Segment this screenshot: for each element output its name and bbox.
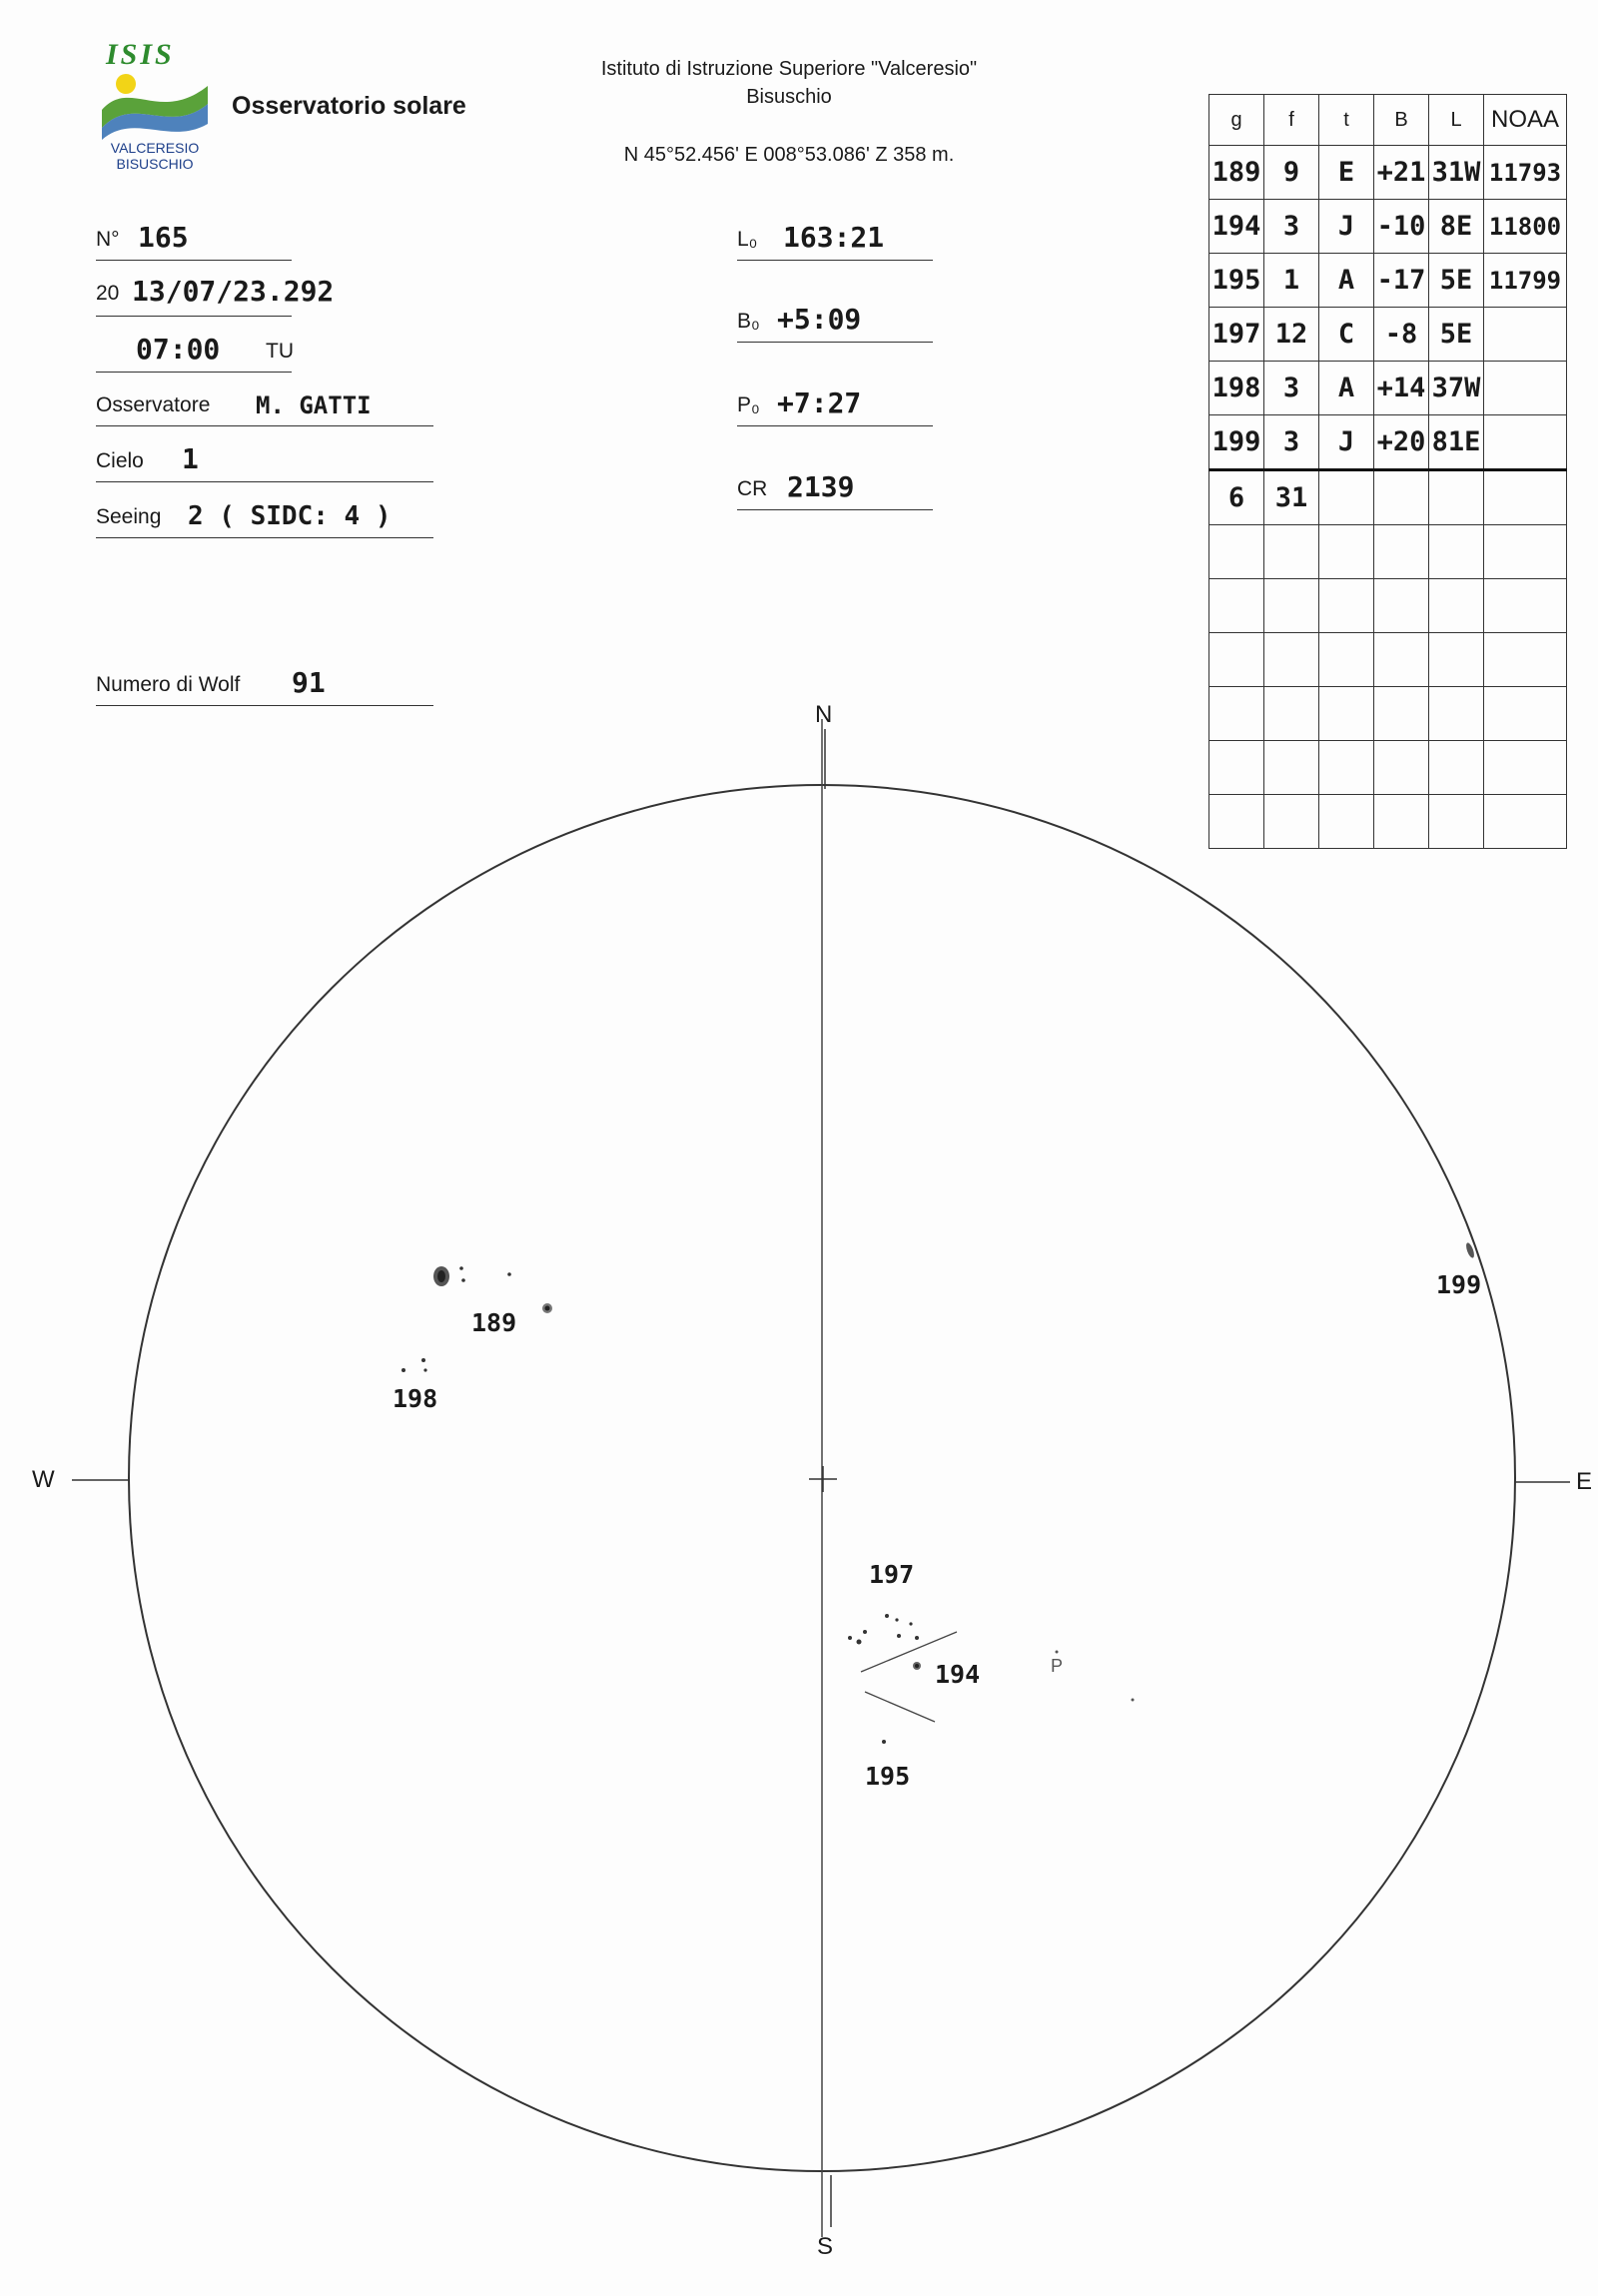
institute-town: Bisuschio <box>746 86 832 108</box>
table-cell: 197 <box>1209 308 1264 362</box>
carrington-rotation-label: CR <box>737 477 768 500</box>
table-cell: J <box>1319 415 1374 470</box>
sky-value: 1 <box>182 442 199 475</box>
table-cell: 37W <box>1429 362 1484 415</box>
b0-label: B₀ <box>737 310 760 333</box>
stray-dot <box>1132 1699 1135 1702</box>
date-prefix: 20 <box>96 282 120 305</box>
table-header-noaa: NOAA <box>1484 95 1567 146</box>
table-cell: 31W <box>1429 146 1484 200</box>
table-header-b: B <box>1374 95 1429 146</box>
disk-label-p: P <box>1051 1656 1064 1676</box>
pore-mark <box>1056 1651 1059 1654</box>
observation-number-value: 165 <box>138 221 189 254</box>
p0-label: P₀ <box>737 393 760 416</box>
logo-line-1: VALCERESIO <box>110 140 200 156</box>
table-cell: -8 <box>1374 308 1429 362</box>
table-cell: 9 <box>1264 146 1319 200</box>
table-cell: +20 <box>1374 415 1429 470</box>
table-cell: +21 <box>1374 146 1429 200</box>
institute-name: Istituto di Istruzione Superiore "Valceresio" <box>600 58 978 80</box>
table-cell: 12 <box>1264 308 1319 362</box>
b0-value: +5:09 <box>777 303 862 336</box>
observer-value: M. GATTI <box>256 391 372 419</box>
table-cell: 11799 <box>1484 254 1567 308</box>
table-header-g: g <box>1209 95 1264 146</box>
disk-label-198: 198 <box>393 1384 438 1413</box>
l0-label: L₀ <box>737 228 758 251</box>
logo-text: ISIS <box>106 38 175 71</box>
logo-line-2: BISUSCHIO <box>116 156 194 172</box>
table-cell: 195 <box>1209 254 1264 308</box>
table-cell: C <box>1319 308 1374 362</box>
north-label: N <box>815 701 833 728</box>
table-cell: 8E <box>1429 200 1484 254</box>
disk-label-194: 194 <box>935 1660 981 1689</box>
disk-label-197: 197 <box>869 1560 915 1589</box>
table-cell: 81E <box>1429 415 1484 470</box>
carrington-rotation-value: 2139 <box>787 470 855 503</box>
l0-value: 163:21 <box>783 221 885 254</box>
sunspot-group-197 <box>848 1614 919 1645</box>
disk-label-195: 195 <box>865 1762 911 1791</box>
table-header-t: t <box>1319 95 1374 146</box>
table-cell: 3 <box>1264 362 1319 415</box>
table-cell: 5E <box>1429 254 1484 308</box>
table-cell: 11793 <box>1484 146 1567 200</box>
west-label: W <box>32 1466 55 1493</box>
wolf-number-value: 91 <box>292 666 326 699</box>
sunspot-group-195 <box>882 1740 886 1744</box>
observatory-name: Osservatorio solare <box>232 92 466 120</box>
observer-label: Osservatore <box>96 393 211 416</box>
table-cell: A <box>1319 254 1374 308</box>
table-header-l: L <box>1429 95 1484 146</box>
table-cell: 199 <box>1209 415 1264 470</box>
p0-value: +7:27 <box>777 386 862 419</box>
time-suffix: TU <box>266 340 294 363</box>
east-label: E <box>1576 1468 1593 1495</box>
wolf-number-label: Numero di Wolf <box>96 673 241 696</box>
table-cell: 194 <box>1209 200 1264 254</box>
table-cell: 3 <box>1264 415 1319 470</box>
table-cell: E <box>1319 146 1374 200</box>
sunspot-group-194 <box>913 1662 921 1670</box>
table-header-f: f <box>1264 95 1319 146</box>
group-separator-line-2 <box>865 1692 935 1722</box>
seeing-label: Seeing <box>96 505 162 528</box>
table-cell: J <box>1319 200 1374 254</box>
table-cell: 6 <box>1209 470 1264 525</box>
table-cell: 11800 <box>1484 200 1567 254</box>
sky-label: Cielo <box>96 449 144 472</box>
sunspot-group-189 <box>433 1266 552 1313</box>
disk-label-199: 199 <box>1436 1270 1482 1299</box>
seeing-value: 2 ( SIDC: 4 ) <box>188 501 392 531</box>
table-cell: +14 <box>1374 362 1429 415</box>
observation-number-label: N° <box>96 228 120 251</box>
date-value: 13/07/23.292 <box>132 275 335 308</box>
table-cell: -17 <box>1374 254 1429 308</box>
table-cell: 3 <box>1264 200 1319 254</box>
table-cell: 198 <box>1209 362 1264 415</box>
table-cell: 5E <box>1429 308 1484 362</box>
table-cell: -10 <box>1374 200 1429 254</box>
table-cell: 189 <box>1209 146 1264 200</box>
disk-label-189: 189 <box>471 1308 517 1337</box>
table-cell: 31 <box>1264 470 1319 525</box>
time-value: 07:00 <box>136 333 221 366</box>
south-label: S <box>817 2233 834 2260</box>
sunspot-group-198 <box>401 1358 427 1372</box>
table-cell: A <box>1319 362 1374 415</box>
table-cell: 1 <box>1264 254 1319 308</box>
station-coordinates: N 45°52.456' E 008°53.086' Z 358 m. <box>623 144 955 166</box>
